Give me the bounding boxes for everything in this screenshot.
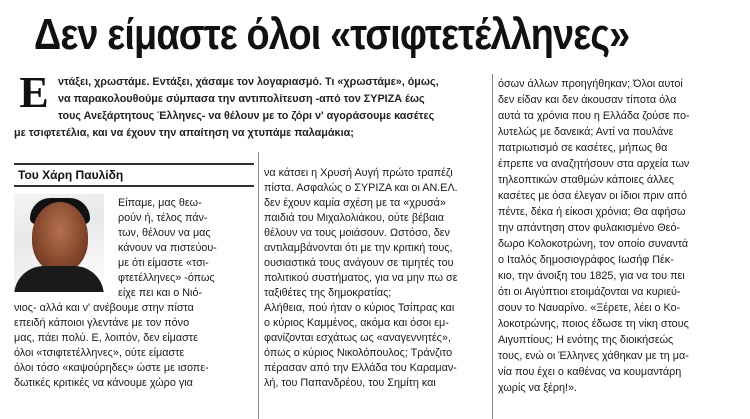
- column-line: δεν έχουν καμία σχέση με τα «χρυσά»: [264, 197, 446, 209]
- column-line: έπρεπε να αναζητήσουν στα αρχεία των: [498, 158, 690, 170]
- column-line: Αλήθεια, πού ήταν ο κύριος Τσίπρας και: [264, 302, 455, 314]
- column-line: πέρασαν από την Ελλάδα του Καραμαν-: [264, 362, 457, 374]
- column-line: πολιτικού συστήματος, για να μην πω σε: [264, 272, 458, 284]
- column-line: αντιλαμβάνονται ότι με την κριτική τους,: [264, 242, 453, 254]
- column-line: λοκοτρώνης, ποιος έδωσε τη νίκη στους: [498, 318, 689, 330]
- column-line: επειδή κάποιοι γλεντάνε με τον πόνο: [14, 317, 190, 329]
- column-line: παιδιά του Μιχαλολιάκου, ούτε βέβαια: [264, 212, 444, 224]
- column-line: κασέτες με όσα έλεγαν οι ίδιοι πριν από: [498, 190, 687, 202]
- column-line: χωρίς να ξέρη!».: [498, 382, 577, 394]
- column-line: των, θέλουν να μας: [118, 227, 211, 239]
- column-line: όπως ο κύριος Νικολόπουλος; Τράνζιτο: [264, 347, 453, 359]
- column-line: να κάτσει η Χρυσή Αυγή πρώτο τραπέζι: [264, 167, 453, 179]
- lead-paragraph: [14, 68, 494, 152]
- column-line: πίστα. Ασφαλώς ο ΣΥΡΙΖΑ και οι ΑΝ.ΕΛ.: [264, 182, 458, 194]
- lead-line: ντάξει, χρωστάμε. Εντάξει, χάσαμε τον λογαριασμό. Τι «χρωστάμε», όμως,: [58, 76, 439, 88]
- column-line: με ότι είμαστε «τσι-: [118, 257, 209, 269]
- column-line: θέλουν να τους μοιάσουν. Ωστόσο, δεν: [264, 227, 450, 239]
- column-line: ταξιθέτες της δημοκρατίας;: [264, 287, 392, 299]
- lead-line: με τσιφτετέλια, και να έχουν την απαίτηση να χτυπάμε παλαμάκια;: [14, 127, 354, 139]
- column-line: είχε πει και ο Νιό-: [118, 287, 203, 299]
- byline-text: Του Χάρη Παυλίδη: [18, 168, 124, 182]
- column-line: ρούν ή, τέλος πάν-: [118, 212, 208, 224]
- column-line: φτετέλληνες» -όπως: [118, 272, 215, 284]
- column-line: σουν το Ναυαρίνο. «Ξέρετε, λέει ο Κο-: [498, 302, 681, 314]
- column-line: όλοι «τσιφτετέλληνες», ούτε είμαστε: [14, 347, 185, 359]
- column-line: πατριωτισμό σε κασέτες, μήπως θα: [498, 142, 668, 154]
- column-divider: [258, 152, 259, 419]
- column-line: δωρο Κολοκοτρώνη, τον οποίο συναντά: [498, 238, 689, 250]
- portrait-face: [32, 202, 88, 272]
- portrait-body: [14, 266, 104, 292]
- column-line: ο κύριος Καμμένος, ακόμα και όσοι εμ-: [264, 317, 449, 329]
- column-line: νία που έχει ο καθένας να κουμαντάρη: [498, 366, 682, 378]
- headline: Δεν είμαστε όλοι «τσιφτετέλληνες»: [34, 10, 630, 59]
- column-line: τους, ενώ οι Έλληνες χάθηκαν με τη μα-: [498, 350, 689, 362]
- column-line: ότι οι Αιγύπτιοι ετοιμάζονται να κυριεύ-: [498, 286, 681, 298]
- drop-cap: Ε: [14, 74, 54, 112]
- column-line: νιος- αλλά και ν' ανέβουμε στην πίστα: [14, 302, 194, 314]
- column-line: Είπαμε, μας θεω-: [118, 197, 202, 209]
- column-line: ο Ιταλός δημοσιογράφος Ιωσήφ Πέκ-: [498, 254, 674, 266]
- column-line: κάνουν να πιστεύου-: [118, 242, 217, 254]
- author-portrait-icon: [14, 194, 104, 292]
- column-line: Αιγυπτίους; Η ενότης της διοικήσεώς: [498, 334, 674, 346]
- column-line: αυτά τα χρόνια που η Ελλάδα ζούσε πο-: [498, 110, 690, 122]
- column-line: πέντε, δέκα ή είκοσι χρόνια; Θα αφήσω: [498, 206, 686, 218]
- column-line: φανίζονται εσχάτως ως «αναγεννητές»,: [264, 332, 451, 344]
- column-line: μας, πάει πολύ. Ε, λοιπόν, δεν είμαστε: [14, 332, 198, 344]
- column-line: τηλεοπτικών σταθμών κάποιες άλλες: [498, 174, 674, 186]
- column-line: δωτικές κριτικές να κάνουμε χώρο για: [14, 377, 193, 389]
- column-line: ουσιαστικά τους ανάγουν σε τιμητές του: [264, 257, 454, 269]
- column-line: λυτελώς με δανεικά; Αντί να πουλάνε: [498, 126, 674, 138]
- column-line: κιο, την άνοιξη του 1825, για να του πει: [498, 270, 685, 282]
- column-line: λή, του Παπανδρέου, του Σημίτη και: [264, 377, 436, 389]
- column-line: δεν είδαν και δεν άκουσαν τίποτα όλα: [498, 94, 677, 106]
- column-line: την απάντηση στον φυλακισμένο Θεό-: [498, 222, 681, 234]
- column-line: όλοι τόσο «καψούρηδες» ώστε με ισοπε-: [14, 362, 209, 374]
- lead-line: να παρακολουθούμε σύμπασα την αντιπολίτευση -από τον ΣΥΡΙΖΑ έως: [58, 93, 425, 105]
- lead-line: τους Ανεξάρτητους Έλληνες- να θέλουν με το ζόρι ν' αγοράσουμε κασέτες: [58, 110, 435, 122]
- column-line: όσων άλλων προηγήθηκαν; Όλοι αυτοί: [498, 78, 683, 90]
- byline: [14, 163, 254, 187]
